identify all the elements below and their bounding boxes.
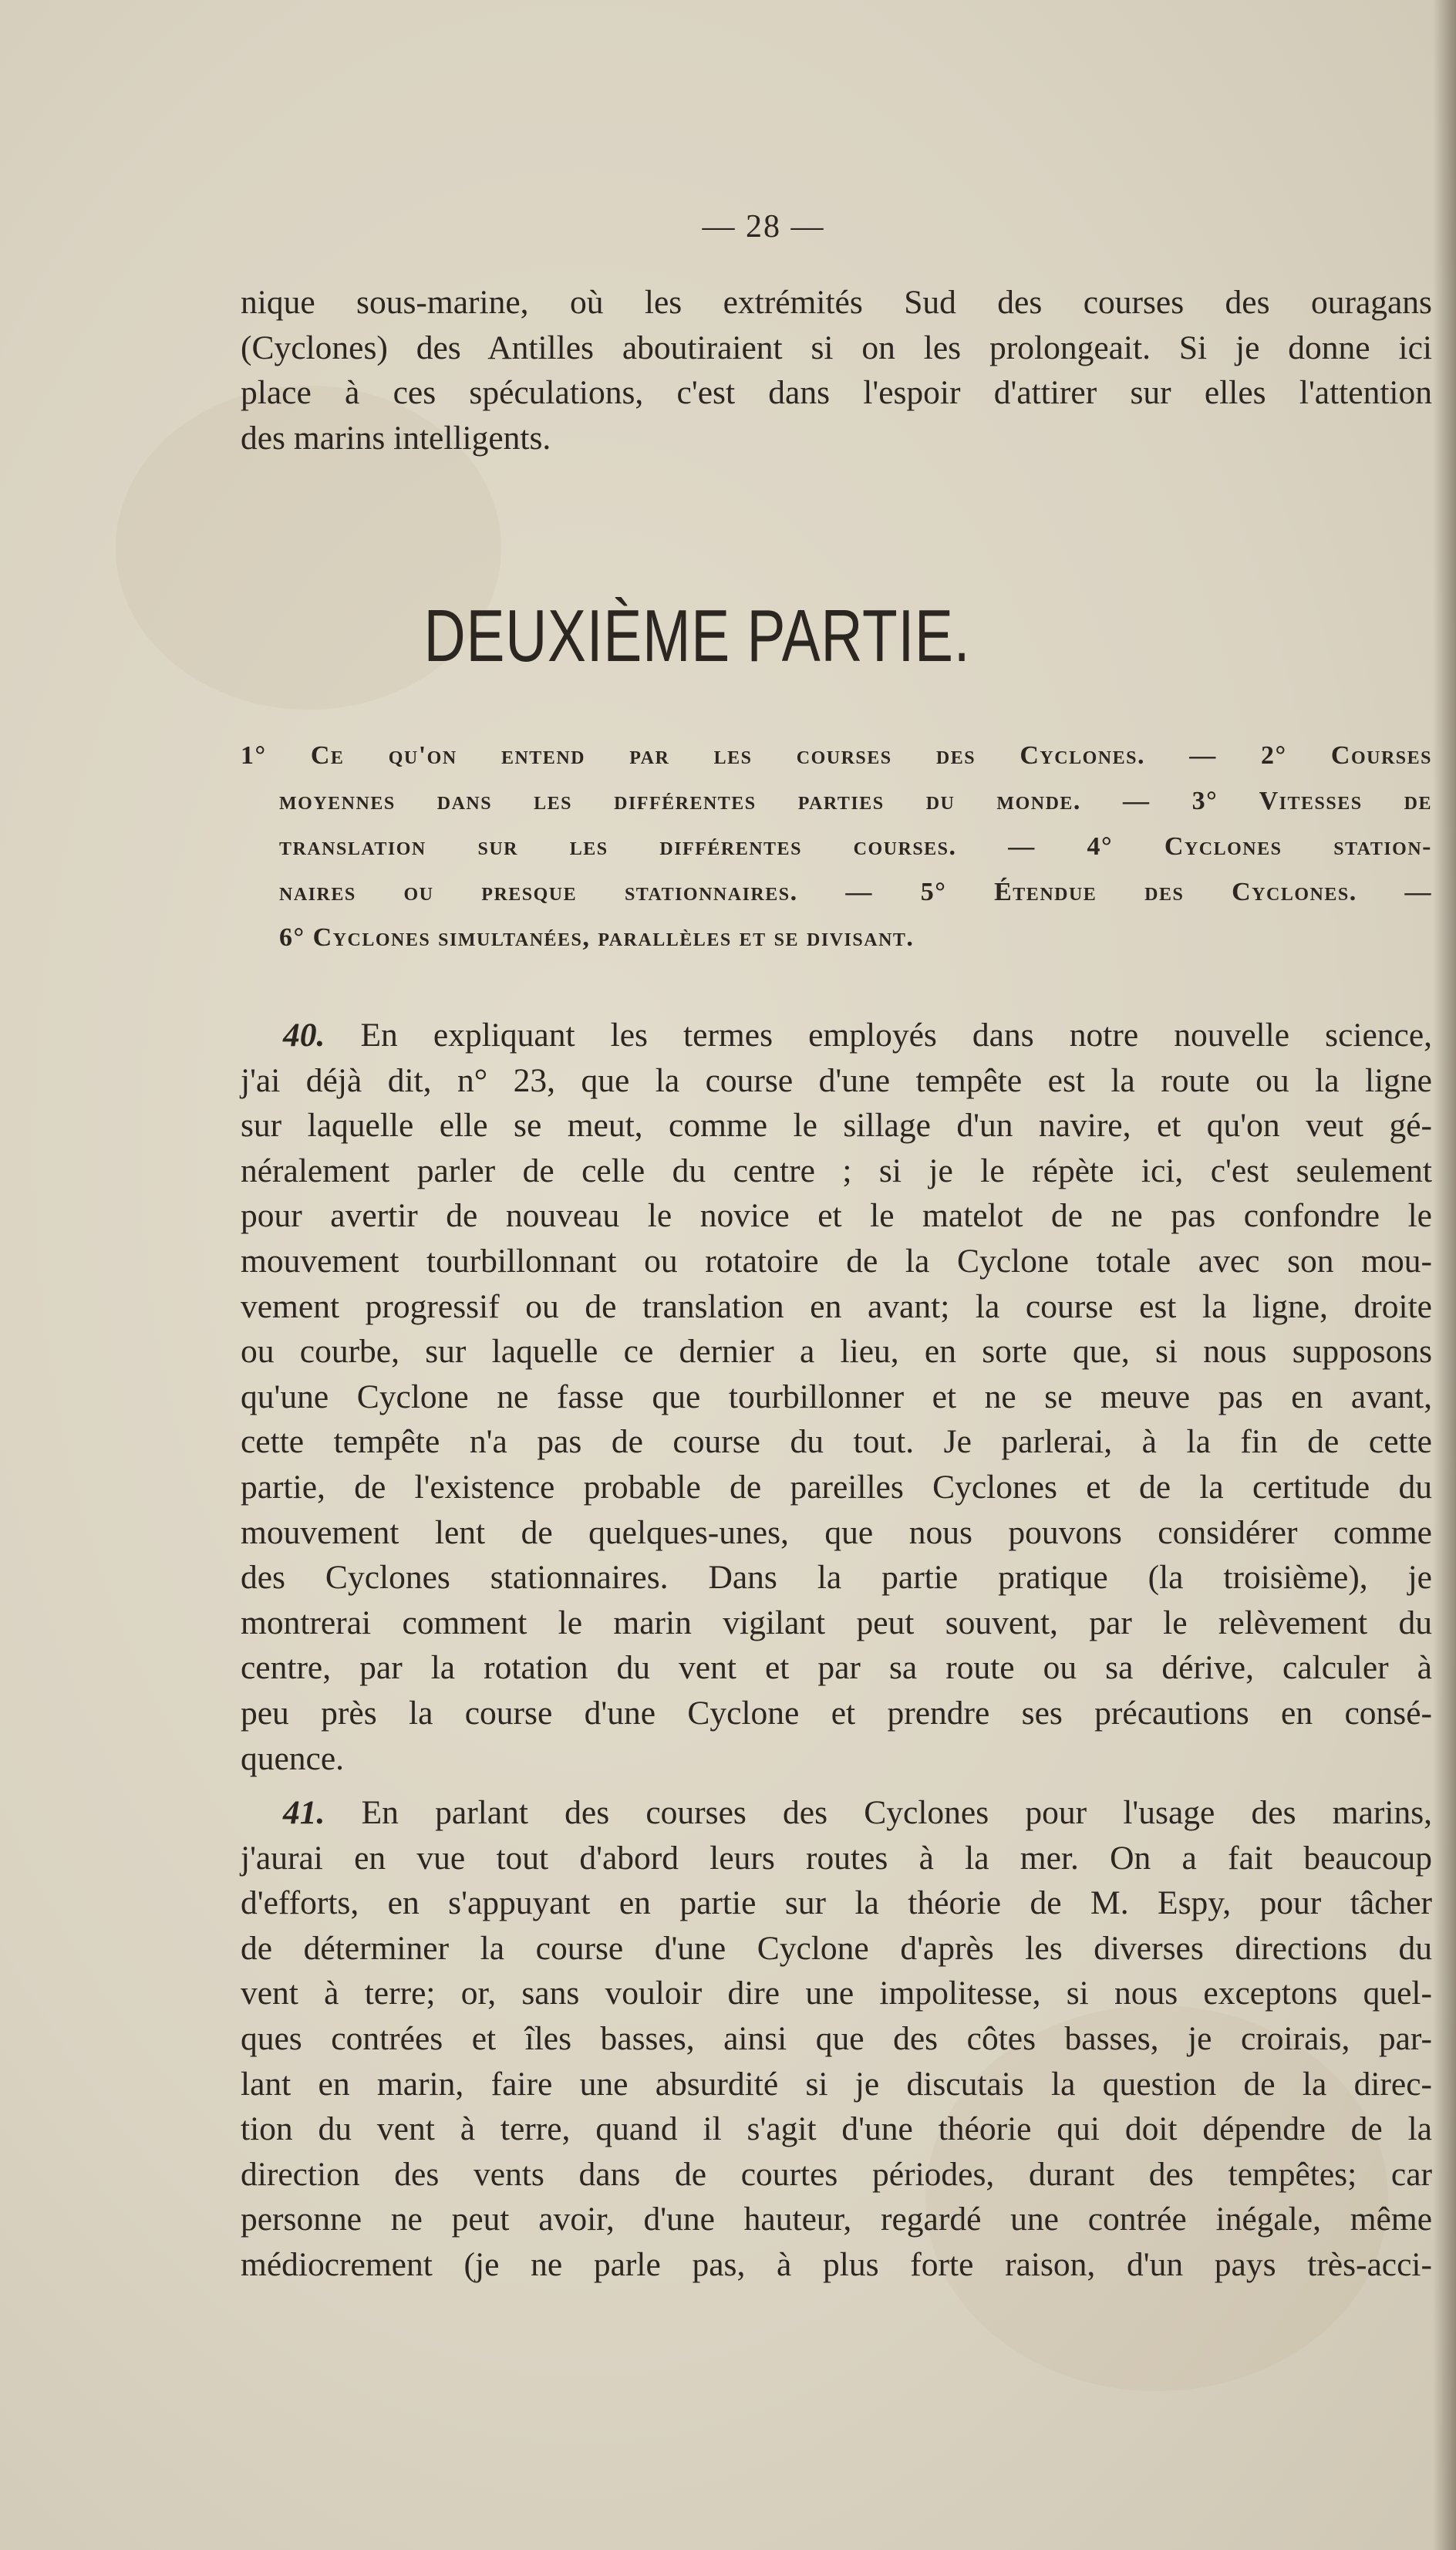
- summary-line: moyennes dans les différentes parties du monde. — 3° Vitesses de: [279, 787, 1432, 815]
- text-line: j'aurai en vue tout d'abord leurs routes à la mer. On a fait beaucoup: [241, 1839, 1432, 1877]
- page-edge-shadow: [1433, 0, 1456, 2550]
- text-line: nique sous-marine, où les extrémités Sud des courses des ouragans: [241, 284, 1432, 321]
- page-number: — 28 —: [702, 209, 825, 245]
- intro-paragraph: [241, 280, 1432, 460]
- text-line: 40. En expliquant les termes employés dans notre nouvelle science,: [283, 1017, 1433, 1054]
- paragraph-number: 41.: [283, 1794, 325, 1831]
- text-line: quence.: [241, 1739, 345, 1777]
- text-line: des Cyclones stationnaires. Dans la partie pratique (la troisième), je: [241, 1559, 1432, 1597]
- paragraph-number: 40.: [283, 1017, 325, 1054]
- summary-line: naires ou presque stationnaires. — 5° Étendue des Cyclones. —: [279, 878, 1432, 906]
- text-line: montrerai comment le marin vigilant peut souvent, par le relèvement du: [241, 1604, 1432, 1641]
- text-line: partie, de l'existence probable de pareilles Cyclones et de la certitude du: [241, 1468, 1432, 1506]
- text-line: peu près la course d'une Cyclone et prendre ses précautions en consé-: [241, 1694, 1432, 1732]
- text-line: 41. En parlant des courses des Cyclones pour l'usage des marins,: [283, 1794, 1433, 1831]
- text-line: mouvement lent de quelques-unes, que nous pouvons considérer comme: [241, 1513, 1432, 1551]
- text-line: médiocrement (je ne parle pas, à plus forte raison, d'un pays très-acci-: [241, 2245, 1432, 2283]
- text-line: vement progressif ou de translation en avant; la course est la ligne, droite: [241, 1287, 1432, 1325]
- text-line: de déterminer la course d'une Cyclone d'après les diverses directions du: [241, 1929, 1432, 1967]
- text-line: personne ne peut avoir, d'une hauteur, regardé une contrée inégale, même: [241, 2201, 1432, 2238]
- text-line: mouvement tourbillonnant ou rotatoire de la Cyclone totale avec son mou-: [241, 1242, 1432, 1280]
- text-line: direction des vents dans de courtes périodes, durant des tempêtes; car: [241, 2155, 1432, 2193]
- text-line: lant en marin, faire une absurdité si je discutais la question de la direc-: [241, 2065, 1432, 2103]
- text-line: centre, par la rotation du vent et par sa route ou sa dérive, calculer à: [241, 1649, 1432, 1687]
- text-line: pour avertir de nouveau le novice et le matelot de ne pas confondre le: [241, 1197, 1432, 1235]
- text-line: d'efforts, en s'appuyant en partie sur la théorie de M. Espy, pour tâcher: [241, 1884, 1432, 1922]
- paragraph-40: [241, 1013, 1432, 1781]
- text-line: (Cyclones) des Antilles aboutiraient si on les prolongeait. Si je donne ici: [241, 329, 1432, 366]
- section-summary: [241, 733, 1432, 960]
- text-line: néralement parler de celle du centre ; si je le répète ici, c'est seulement: [241, 1152, 1432, 1189]
- text-line: sur laquelle elle se meut, comme le sillage d'un navire, et qu'on veut gé-: [241, 1107, 1432, 1145]
- text-line: vent à terre; or, sans vouloir dire une impolitesse, si nous exceptons quel-: [241, 1975, 1432, 2012]
- text-line: ques contrées et îles basses, ainsi que des côtes basses, je croirais, par-: [241, 2019, 1432, 2057]
- text-line: des marins intelligents.: [241, 419, 551, 457]
- text-line: qu'une Cyclone ne fasse que tourbillonner et ne se meuve pas en avant,: [241, 1378, 1432, 1415]
- summary-line: 1° Ce qu'on entend par les courses des Cyclones. — 2° Courses: [241, 741, 1432, 770]
- text-line: j'ai déjà dit, n° 23, que la course d'une tempête est la route ou la ligne: [241, 1061, 1432, 1099]
- text-line: ou courbe, sur laquelle ce dernier a lieu, en sorte que, si nous supposons: [241, 1333, 1432, 1371]
- paragraph-41: [241, 1790, 1432, 2288]
- summary-line: translation sur les différentes courses. — 4° Cyclones station-: [279, 832, 1432, 861]
- text-line: cette tempête n'a pas de course du tout. Je parlerai, à la fin de cette: [241, 1423, 1432, 1461]
- section-title: DEUXIÈME PARTIE.: [423, 595, 971, 677]
- text-line: tion du vent à terre, quand il s'agit d'une théorie qui doit dépendre de la: [241, 2110, 1432, 2148]
- summary-line: 6° Cyclones simultanées, parallèles et se divisant.: [279, 923, 915, 952]
- text-line: place à ces spéculations, c'est dans l'espoir d'attirer sur elles l'attention: [241, 374, 1432, 412]
